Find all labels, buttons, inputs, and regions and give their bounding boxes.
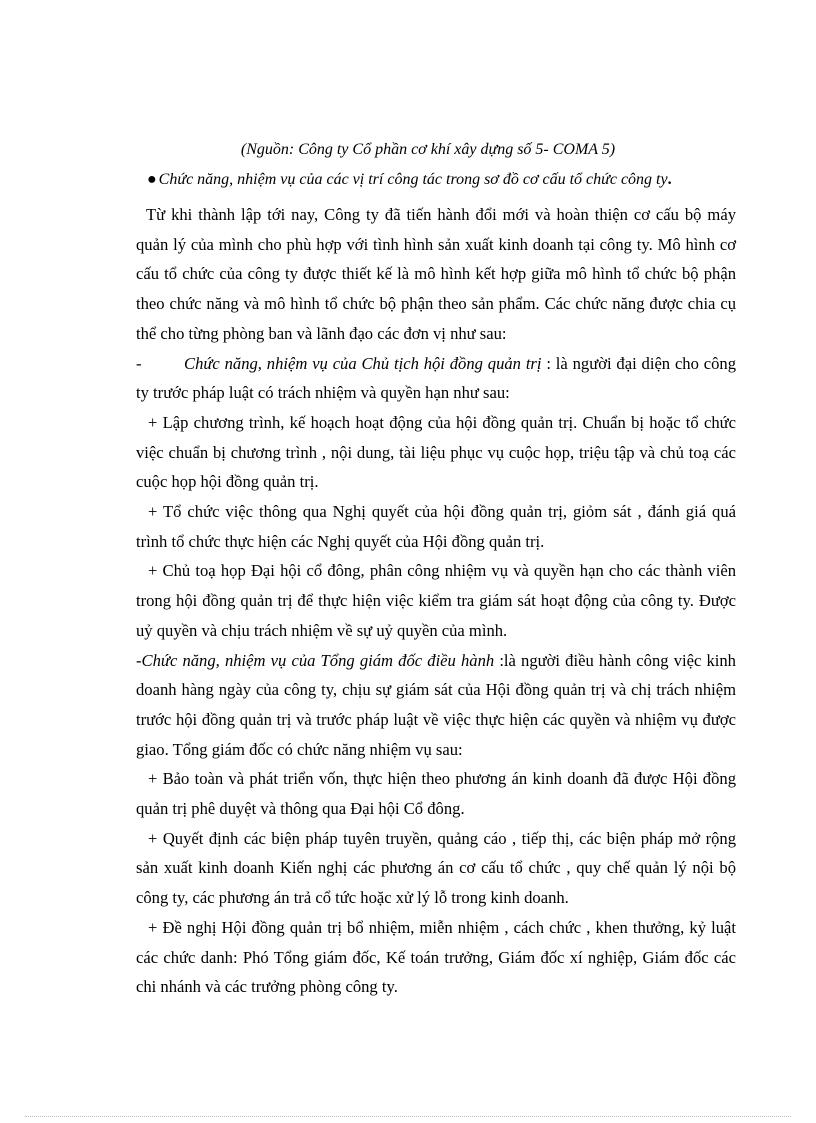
chairman-description: : là người đại diện cho công ty trước pháp luật có trách nhiệm và quyền hạn như sau: — [136, 353, 736, 403]
chairman-item-3: + Chủ toạ họp Đại hội cổ đông, phân công nhiệm vụ và quyền hạn cho các thành viên trong hội đồng quản trị để thực hiện việc kiểm tra giám sát hoạt động của công ty. Được uỷ quyền và chịu trách nhiệm về sự uỷ quyền của mình. — [136, 561, 736, 640]
bullet-icon: ● — [147, 171, 157, 188]
source-caption: (Nguồn: Công ty Cổ phần cơ khí xây dựng số 5- COMA 5) — [240, 141, 616, 158]
dash-marker: - — [136, 353, 142, 373]
heading-text: Chức năng, nhiệm vụ của các vị trí công tác trong sơ đồ cơ cấu tổ chức công ty — [158, 171, 668, 188]
ceo-description: :là người điều hành công việc kinh doanh hàng ngày của công ty, chịu sự giám sát của Hội đồng quản trị và chị trách nhiệm trước hội đồng quản trị và trước pháp luật về việc thực hiện các quyền và nhiệm vụ được giao. Tổng giám đốc có chức năng nhiệm vụ sau: — [136, 650, 736, 759]
chairman-item-1: + Lập chương trình, kế hoạch hoạt động của hội đồng quản trị. Chuẩn bị hoặc tổ chức việc chuẩn bị chương trình , nội dung, tài liệu phục vụ cuộc họp, triệu tập và chủ toạ các cuộc họp hội đồng quản trị. — [136, 412, 736, 492]
dash-marker: - — [136, 650, 142, 670]
ceo-item-3: + Đề nghị Hội đồng quản trị bổ nhiệm, miễn nhiệm , cách chức , khen thưởng, kỷ luật các chức danh: Phó Tổng giám đốc, Kế toán trưởng, Giám đốc xí nghiệp, Giám đốc các chi nhánh và các trưởng phòng công ty. — [136, 917, 736, 997]
intro-paragraph: Từ khi thành lập tới nay, Công ty đã tiến hành đổi mới và hoàn thiện cơ cấu bộ máy quản lý của mình cho phù hợp với tình hình sản xuất kinh doanh tại công ty. Mô hình cơ cấu tổ chức của công ty được thiết kế là mô hình kết hợp giữa mô hình tổ chức bộ phận theo chức năng và mô hình tổ chức bộ phận theo sản phẩm. Các chức năng được chia cụ thể cho từng phòng ban và lãnh đạo các đơn vị như sau: — [136, 205, 736, 343]
ceo-item-1: + Bảo toàn và phát triển vốn, thực hiện theo phương án kinh doanh đã được Hội đồng quản trị phê duyệt và thông qua Đại hội Cổ đông. — [136, 769, 736, 819]
chairman-title: Chức năng, nhiệm vụ của Chủ tịch hội đồng quản trị — [184, 353, 542, 373]
page-bottom-divider — [25, 1116, 791, 1117]
ceo-title: Chức năng, nhiệm vụ của Tổng giám đốc điều hành — [141, 650, 495, 670]
heading-period: . — [667, 171, 672, 188]
ceo-section — [136, 646, 736, 765]
chairman-item-2: + Tổ chức việc thông qua Nghị quyết của hội đồng quản trị, giỏm sát , đánh giá quá trình tổ chức thực hiện các Nghị quyết của Hội đồng quản trị. — [136, 502, 736, 551]
chairman-section — [136, 349, 736, 408]
ceo-item-2: + Quyết định các biện pháp tuyên truyền, quảng cáo , tiếp thị, các biện pháp mở rộng sản xuất kinh doanh Kiến nghị các phương án cơ cấu tổ chức , quy chế quản lý nội bộ công ty, các phương án trả cổ tức hoặc xử lý lỗ trong kinh doanh. — [136, 828, 736, 908]
body-text — [136, 200, 736, 1002]
section-heading — [147, 171, 672, 189]
